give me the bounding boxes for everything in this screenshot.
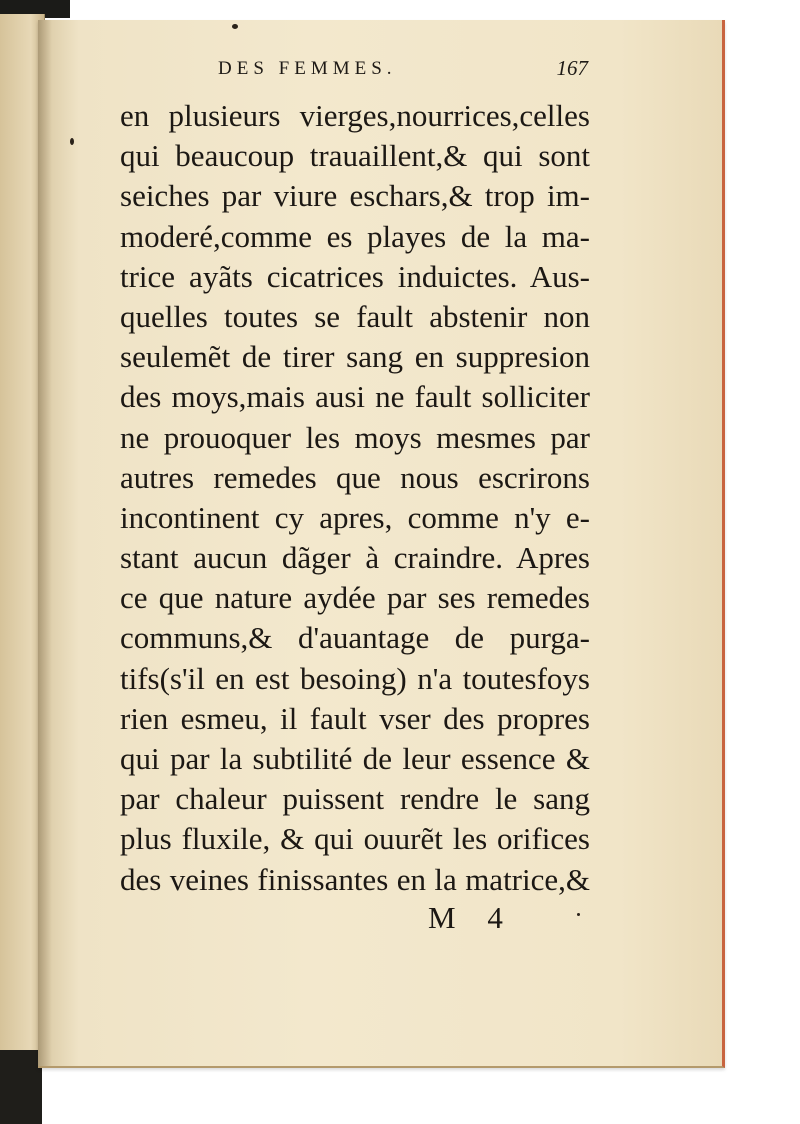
- text-line: en plusieurs vierges,nourrices,celles: [120, 98, 590, 133]
- text-line: par chaleur puissent rendre le sang: [120, 781, 590, 817]
- ink-speck: [577, 913, 580, 916]
- ink-speck: [70, 138, 74, 145]
- text-line: tifs(s'il en est besoing) n'a toutesfoys: [120, 660, 590, 696]
- text-line: ce que nature aydée par ses remedes: [120, 580, 590, 616]
- text-line: incontinent cy apres, comme n'y e-: [120, 499, 590, 535]
- text-line: trice ayãts cicatrices induictes. Aus-: [120, 258, 590, 294]
- page-number: 167: [556, 56, 588, 80]
- text-line: quelles toutes se fault abstenir non: [120, 298, 590, 334]
- text-line: seiches par viure eschars,& trop im-: [120, 178, 590, 214]
- text-line: ne prouoquer les moys mesmes par: [120, 419, 590, 455]
- text-line: qui par la subtilité de leur essence &: [120, 741, 590, 776]
- text-line: plus fluxile, & qui ouurẽt les orifices: [120, 821, 590, 857]
- text-line: des veines finissantes en la matrice,&: [120, 861, 590, 897]
- running-head: DES FEMMES.: [218, 58, 397, 79]
- page-header: [218, 58, 588, 88]
- text-line: autres remedes que nous escrirons: [120, 459, 590, 495]
- body-text: [120, 96, 590, 900]
- text-line: moderé,comme es playes de la ma-: [120, 218, 590, 254]
- scan-corner-bottom-left: [0, 1050, 42, 1124]
- text-line: rien esmeu, il fault vser des propres: [120, 700, 590, 736]
- text-line: communs,& d'auantage de purga-: [120, 620, 590, 656]
- text-line: seulemẽt de tirer sang en suppresion: [120, 339, 590, 375]
- gutter-shadow: [38, 20, 52, 1066]
- ink-speck: [232, 24, 238, 29]
- text-line: qui beaucoup trauaillent,& qui sont: [120, 138, 590, 174]
- text-line: des moys,mais ausi ne fault solliciter: [120, 379, 590, 415]
- text-line: stant aucun dãger à craindre. Apres: [120, 540, 590, 576]
- signature-mark: M 4: [428, 900, 515, 935]
